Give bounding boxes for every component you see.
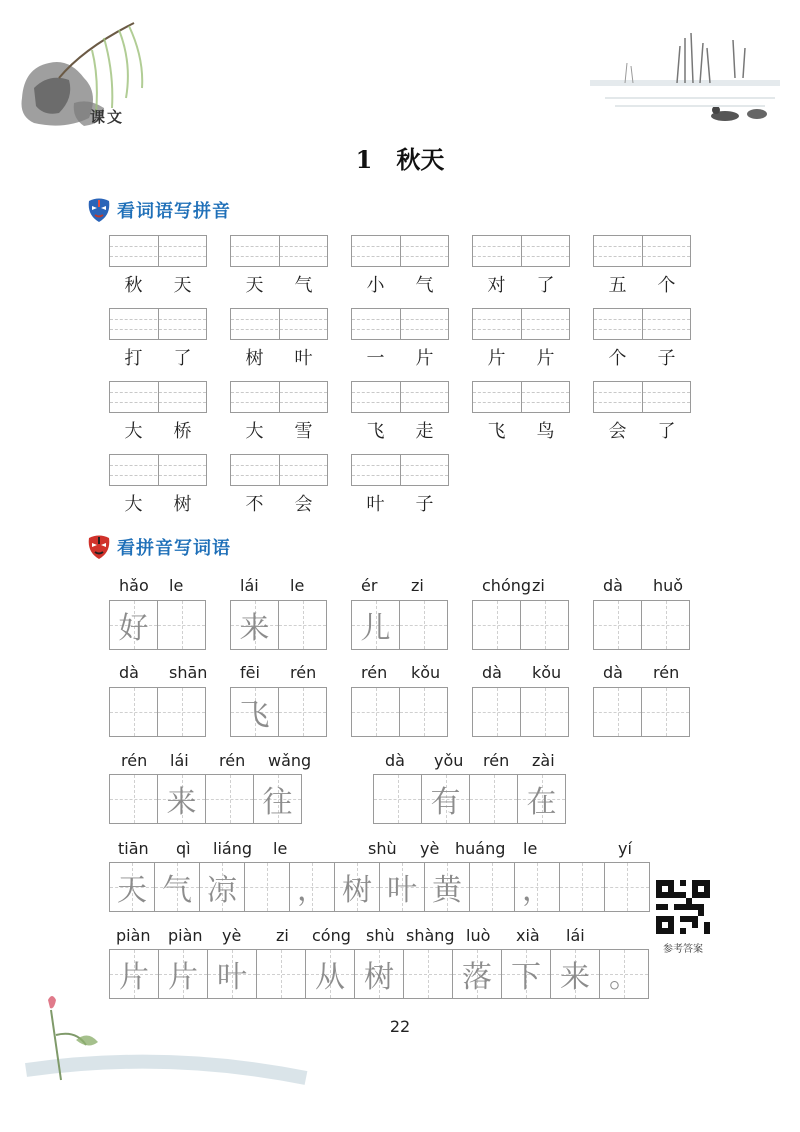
rock-willow-illustration [14,18,164,133]
character-writing-box[interactable] [207,949,257,999]
hint-character: 好 [118,611,149,646]
character-writing-box[interactable] [354,949,404,999]
pinyin-writing-box[interactable] [230,454,328,486]
hint-character: 天 [117,873,147,908]
word-character: 鸟 [536,421,555,442]
hint-character: 来 [166,785,197,820]
pinyin-text: rén [290,663,317,682]
word-characters [230,490,328,516]
unit-label: 课文 [90,108,125,126]
character-writing-box[interactable] [244,862,290,912]
character-writing-row [472,687,569,737]
character-writing-box[interactable] [399,600,448,650]
word-character: 不 [245,494,264,515]
pinyin-text: piàn [116,926,151,945]
word-character: 大 [245,421,264,442]
character-writing-row [109,600,206,650]
character-writing-box[interactable] [599,949,649,999]
word-character: 树 [173,494,192,515]
word-characters [109,490,207,516]
word-character: 走 [415,421,434,442]
hint-character: 片 [168,960,198,995]
word-characters [109,271,207,297]
hint-character: 有 [430,785,461,820]
word-character: 叶 [366,494,385,515]
character-writing-box[interactable] [109,600,158,650]
character-writing-box[interactable] [421,774,470,824]
pinyin-text: le [523,839,538,858]
lesson-title-text: 秋天 [396,145,445,174]
pinyin-text: luò [466,926,491,945]
word-character: 大 [124,494,143,515]
qr-code-icon[interactable] [656,880,710,934]
character-writing-box[interactable] [205,774,254,824]
pinyin-writing-box[interactable] [230,381,328,413]
pinyin-text: lái [566,926,585,945]
word-characters [109,344,207,370]
section-label: 看拼音写词语 [117,538,231,559]
character-writing-box[interactable] [157,600,206,650]
word-character: 了 [173,348,192,369]
character-writing-box[interactable] [278,687,327,737]
character-writing-box[interactable] [199,862,245,912]
word-character: 片 [415,348,434,369]
pinyin-writing-box[interactable] [593,381,691,413]
character-writing-row [230,600,327,650]
character-writing-row [593,600,690,650]
hint-character: 飞 [239,698,270,733]
character-writing-box[interactable] [550,949,600,999]
word-character: 飞 [366,421,385,442]
word-character: 天 [245,275,264,296]
pinyin-text: rén [121,751,148,770]
pinyin-writing-box[interactable] [593,308,691,340]
word-character: 雪 [294,421,313,442]
pinyin-writing-box[interactable] [472,235,570,267]
section-label: 看词语写拼音 [117,201,231,222]
hint-character: 来 [560,960,590,995]
word-characters [109,417,207,443]
pinyin-text: wǎng [268,751,312,770]
word-character: 打 [124,348,143,369]
word-character: 了 [536,275,555,296]
hint-character: 来 [239,611,270,646]
word-character: 桥 [173,421,192,442]
character-writing-row [472,600,569,650]
word-characters [230,271,328,297]
pinyin-writing-box[interactable] [472,308,570,340]
word-character: 气 [415,275,434,296]
word-character: 个 [657,275,676,296]
word-character: 个 [608,348,627,369]
pinyin-text: lái [240,576,259,595]
pinyin-writing-box[interactable] [109,308,207,340]
word-character: 气 [294,275,313,296]
character-writing-row [109,862,650,912]
pinyin-text: dà [385,751,405,770]
character-writing-box[interactable] [256,949,306,999]
character-writing-box[interactable] [403,949,453,999]
word-characters [593,271,691,297]
character-writing-row [230,687,327,737]
pinyin-text: kǒu [411,663,441,682]
character-writing-box[interactable] [517,774,566,824]
word-character: 对 [487,275,506,296]
pinyin-writing-box[interactable] [351,454,449,486]
pinyin-text: shān [169,663,208,682]
character-writing-box[interactable] [230,600,279,650]
pinyin-writing-box[interactable] [351,308,449,340]
hint-character: 。 [609,960,639,995]
character-writing-box[interactable] [157,687,206,737]
pinyin-text: tiān [118,839,149,858]
character-writing-box[interactable] [109,949,159,999]
character-writing-box[interactable] [109,774,158,824]
word-character: 五 [608,275,627,296]
pond-ducks-illustration [585,28,785,138]
pinyin-text: chóng [482,576,532,595]
opera-mask-red-icon [86,534,112,560]
word-character: 叶 [294,348,313,369]
lesson-number: 1 [355,145,373,174]
character-writing-row [351,687,448,737]
pinyin-writing-box[interactable] [351,381,449,413]
character-writing-box[interactable] [373,774,422,824]
pinyin-text: zi [411,576,424,595]
character-writing-box[interactable] [593,687,642,737]
pinyin-text: kǒu [532,663,562,682]
word-characters [472,417,570,443]
word-characters [593,417,691,443]
character-writing-box[interactable] [593,600,642,650]
word-character: 片 [487,348,506,369]
character-writing-box[interactable] [154,862,200,912]
character-writing-box[interactable] [109,687,158,737]
character-writing-row [109,949,649,999]
hint-character: ， [297,873,327,908]
word-character: 片 [536,348,555,369]
pinyin-text: shù [366,926,395,945]
character-writing-box[interactable] [157,774,206,824]
pinyin-writing-box[interactable] [109,381,207,413]
hint-character: 儿 [360,611,391,646]
pinyin-text: rén [653,663,680,682]
word-characters [472,344,570,370]
pinyin-writing-box[interactable] [109,454,207,486]
word-characters [351,417,449,443]
character-writing-box[interactable] [379,862,425,912]
hint-character: 叶 [217,960,247,995]
pinyin-text: yè [222,926,242,945]
character-writing-box[interactable] [472,600,521,650]
section-header-word-to-pinyin [86,195,231,225]
word-characters [230,417,328,443]
lotus-illustration [16,990,316,1090]
character-writing-row [593,687,690,737]
hint-character: 黄 [432,873,462,908]
pinyin-text: yǒu [434,751,464,770]
pinyin-text: qì [176,839,191,858]
word-character: 飞 [487,421,506,442]
pinyin-text: dà [119,663,139,682]
qr-label: 参考答案 [663,944,703,955]
hint-character: 树 [342,873,372,908]
pinyin-text: le [290,576,305,595]
hint-character: 片 [119,960,149,995]
pinyin-text: zi [532,576,545,595]
character-writing-box[interactable] [469,862,515,912]
word-characters [351,344,449,370]
pinyin-writing-box[interactable] [472,381,570,413]
pinyin-text: huáng [455,839,506,858]
pinyin-text: dà [482,663,502,682]
character-writing-box[interactable] [469,774,518,824]
pinyin-text: le [273,839,288,858]
character-writing-box[interactable] [520,600,569,650]
pinyin-text: le [169,576,184,595]
pinyin-text: rén [361,663,388,682]
hint-character: 下 [511,960,541,995]
character-writing-box[interactable] [514,862,560,912]
hint-character: 凉 [207,873,237,908]
hint-character: ， [522,873,552,908]
pinyin-text: fēi [240,663,260,682]
character-writing-box[interactable] [351,600,400,650]
pinyin-writing-box[interactable] [351,235,449,267]
character-writing-row [351,600,448,650]
character-writing-box[interactable] [399,687,448,737]
pinyin-text: cóng [312,926,351,945]
word-characters [351,490,449,516]
word-characters [230,344,328,370]
pinyin-text: shàng [406,926,455,945]
hint-character: 从 [315,960,345,995]
word-character: 一 [366,348,385,369]
pinyin-text: yè [420,839,440,858]
word-character: 子 [657,348,676,369]
word-character: 会 [294,494,313,515]
word-characters [351,271,449,297]
pinyin-text: dà [603,663,623,682]
character-writing-row [109,774,302,824]
character-writing-box[interactable] [604,862,650,912]
pinyin-text: zi [276,926,289,945]
hint-character: 落 [462,960,492,995]
character-writing-box[interactable] [501,949,551,999]
pinyin-text: yí [618,839,632,858]
character-writing-box[interactable] [472,687,521,737]
hint-character: 气 [162,873,192,908]
pinyin-writing-box[interactable] [593,235,691,267]
word-character: 小 [366,275,385,296]
word-characters [593,344,691,370]
opera-mask-blue-icon [86,197,112,223]
word-characters [472,271,570,297]
pinyin-text: zài [532,751,555,770]
pinyin-writing-box[interactable] [230,235,328,267]
character-writing-box[interactable] [109,862,155,912]
hint-character: 在 [526,785,557,820]
character-writing-box[interactable] [641,600,690,650]
pinyin-text: shù [368,839,397,858]
word-character: 大 [124,421,143,442]
hint-character: 树 [364,960,394,995]
pinyin-text: ér [361,576,378,595]
character-writing-box[interactable] [253,774,302,824]
character-writing-row [109,687,206,737]
pinyin-text: piàn [168,926,203,945]
character-writing-box[interactable] [520,687,569,737]
word-character: 树 [245,348,264,369]
lesson-title [0,140,800,175]
word-character: 子 [415,494,434,515]
character-writing-box[interactable] [158,949,208,999]
character-writing-box[interactable] [305,949,355,999]
pinyin-writing-box[interactable] [109,235,207,267]
character-writing-box[interactable] [334,862,380,912]
word-character: 秋 [124,275,143,296]
pinyin-text: huǒ [653,576,684,595]
pinyin-text: dà [603,576,623,595]
word-character: 会 [608,421,627,442]
character-writing-box[interactable] [289,862,335,912]
character-writing-box[interactable] [452,949,502,999]
character-writing-box[interactable] [351,687,400,737]
pinyin-writing-box[interactable] [230,308,328,340]
pinyin-text: rén [483,751,510,770]
page-number: 22 [389,1017,411,1036]
pinyin-text: rén [219,751,246,770]
character-writing-row [373,774,566,824]
character-writing-box[interactable] [559,862,605,912]
pinyin-text: lái [170,751,189,770]
hint-character: 往 [262,785,293,820]
character-writing-box[interactable] [278,600,327,650]
hint-character: 叶 [387,873,417,908]
word-character: 了 [657,421,676,442]
word-character: 天 [173,275,192,296]
character-writing-box[interactable] [424,862,470,912]
character-writing-box[interactable] [641,687,690,737]
pinyin-text: hǎo [119,576,149,595]
section-header-pinyin-to-word [86,532,231,562]
pinyin-text: xià [516,926,540,945]
character-writing-box[interactable] [230,687,279,737]
pinyin-text: liáng [213,839,252,858]
